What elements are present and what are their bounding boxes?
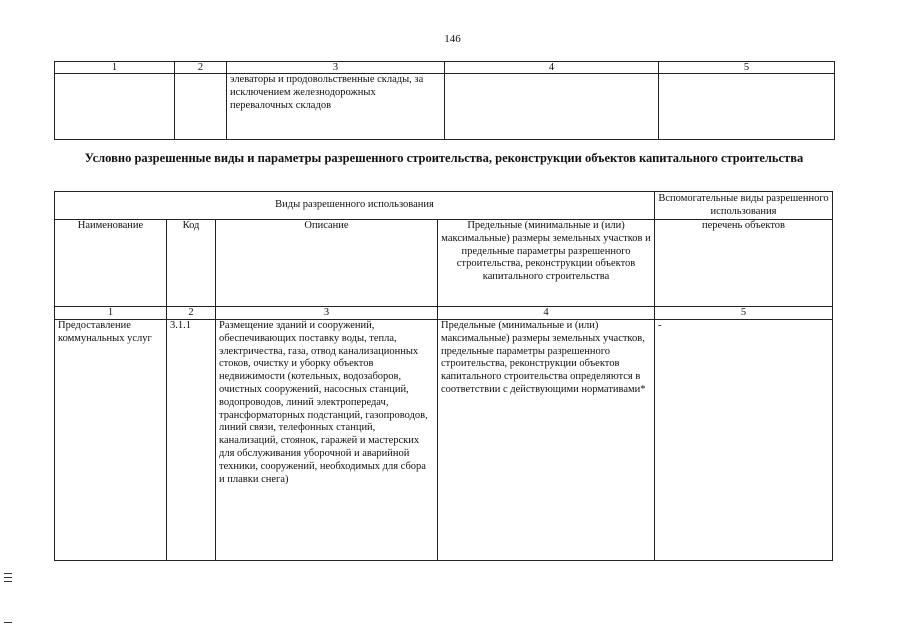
table-header-row xyxy=(55,220,833,307)
scan-margin-mark xyxy=(4,622,12,623)
column-number: 5 xyxy=(659,62,835,74)
cell-name xyxy=(55,74,175,140)
table-row xyxy=(55,320,833,561)
scan-margin-mark xyxy=(4,577,12,578)
table-header-row xyxy=(55,62,835,74)
cell-objects xyxy=(659,74,835,140)
continued-table xyxy=(54,61,835,140)
cell-description: элеваторы и продовольственные склады, за исключением железнодорожных перевалочных складов xyxy=(227,74,445,140)
column-number: 3 xyxy=(227,62,445,74)
header-params: Предельные (минимальные и (или) максимальные) размеры земельных участков и предельные параметры разрешенного строительства, реконструкции объектов капитального строительства xyxy=(438,220,655,307)
main-table xyxy=(54,191,833,561)
scan-margin-mark xyxy=(4,581,12,582)
table-group-header-row xyxy=(55,192,833,220)
header-name: Наименование xyxy=(55,220,167,307)
table-number-row xyxy=(55,307,833,320)
table-row xyxy=(55,74,835,140)
header-objects: перечень объектов xyxy=(655,220,833,307)
column-number: 3 xyxy=(216,307,438,320)
scan-margin-mark xyxy=(4,573,12,574)
column-number: 4 xyxy=(445,62,659,74)
cell-description: Размещение зданий и сооружений, обеспечивающих поставку воды, тепла, электричества, газа, отвод канализационных стоков, очистку и уборку объектов недвижимости (котельных, водозаборов, очистных сооружений, насосных станций, водопроводов, линий электропередач, трансформаторных подстанций, газопроводов, линий связи, телефонных станций, канализаций, стоянок, гаражей и мастерских для обслуживания уборочной и аварийной техники, сооружений, необходимых для сбора и плавки снега) xyxy=(216,320,438,561)
column-number: 2 xyxy=(167,307,216,320)
page-number: 146 xyxy=(444,33,461,45)
cell-code xyxy=(175,74,227,140)
header-code: Код xyxy=(167,220,216,307)
cell-params xyxy=(445,74,659,140)
cell-name: Предоставление коммунальных услуг xyxy=(55,320,167,561)
column-number: 1 xyxy=(55,307,167,320)
header-description: Описание xyxy=(216,220,438,307)
column-number: 5 xyxy=(655,307,833,320)
section-title: Условно разрешенные виды и параметры разрешенного строительства, реконструкции объектов капитального строительства xyxy=(84,151,804,165)
column-number: 2 xyxy=(175,62,227,74)
cell-code: 3.1.1 xyxy=(167,320,216,561)
cell-objects: - xyxy=(655,320,833,561)
column-number: 4 xyxy=(438,307,655,320)
header-permitted-uses: Виды разрешенного использования xyxy=(55,192,655,220)
cell-params: Предельные (минимальные и (или) максимальные) размеры земельных участков, предельные параметры разрешенного строительства, реконструкции объектов капитального строительства определяются в соответствии с действующими нормативами* xyxy=(438,320,655,561)
column-number: 1 xyxy=(55,62,175,74)
header-auxiliary-uses: Вспомогательные виды разрешенного использования xyxy=(655,192,833,220)
